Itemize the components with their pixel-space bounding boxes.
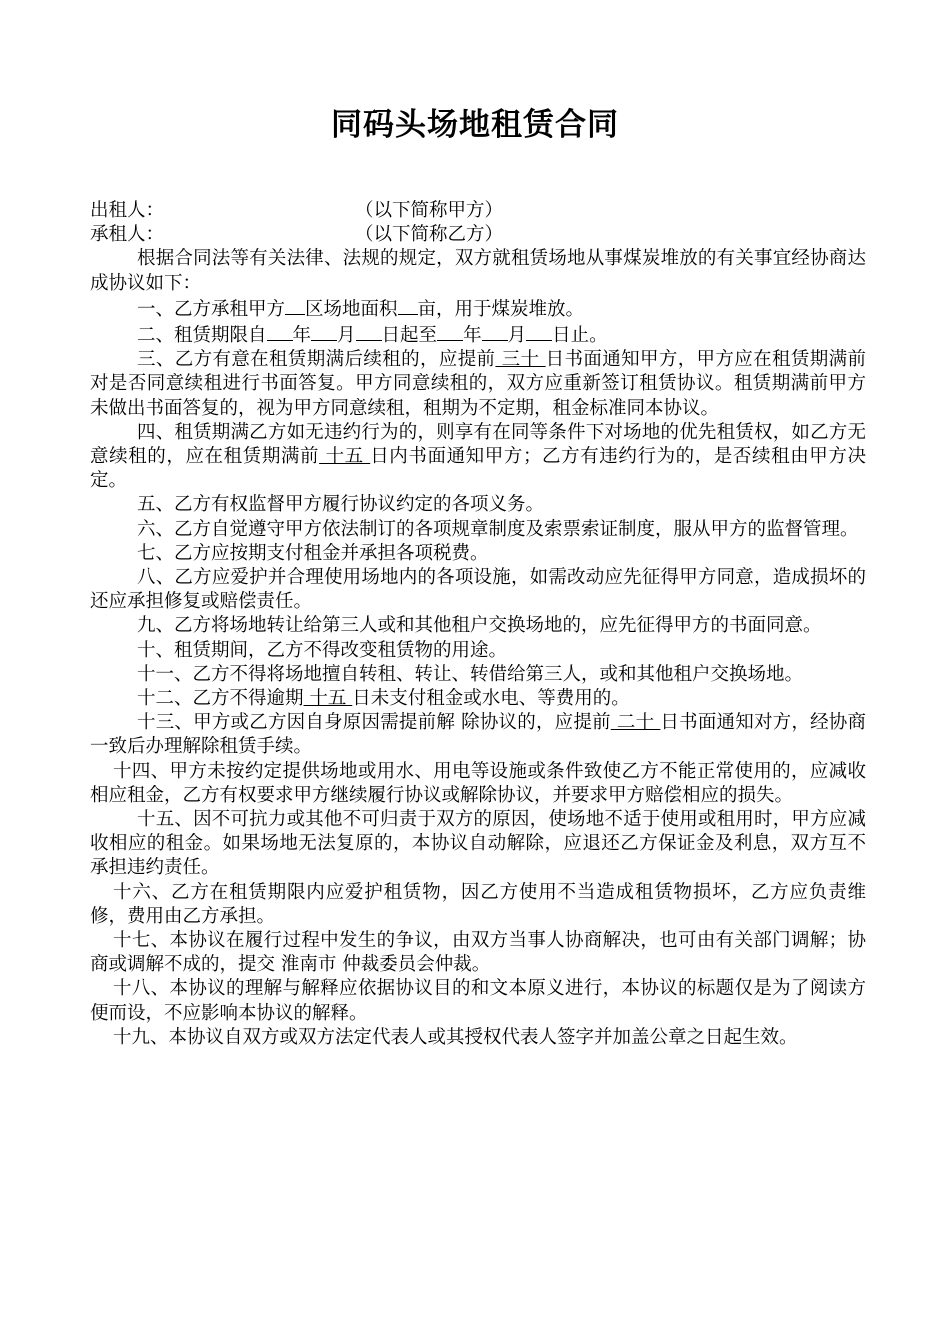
end-day-blank (526, 322, 552, 341)
intro-paragraph: 根据合同法等有关法律、法规的规定，双方就租赁场地从事煤炭堆放的有关事宜经协商达成协议如下： (90, 248, 866, 294)
clause-14: 十四、甲方未按约定提供场地或用水、用电等设施或条件致使乙方不能正常使用的，应减收相应租金，乙方有权要求甲方继续履行协议或解除协议，并要求甲方赔偿相应的损失。 (90, 760, 866, 806)
clause-8: 八、乙方应爱护并合理使用场地内的各项设施，如需改动应先征得甲方同意，造成损坏的还应承担修复或赔偿责任。 (90, 567, 866, 613)
clause-3: 三、乙方有意在租赁期满后续租的，应提前 三十 日书面通知甲方，甲方应在租赁期满前对是否同意续租进行书面答复。甲方同意续租的，双方应重新签订租赁协议。租赁期满前甲方未做出书面答复的，视为甲方同意续租，租期为不定期，租金标准同本协议。 (90, 349, 866, 419)
termination-notice-days: 二十 (610, 712, 661, 734)
end-year-blank (437, 322, 463, 341)
clause-16: 十六、乙方在租赁期限内应爱护租赁物，因乙方使用不当造成租赁物损坏，乙方应负责维修，费用由乙方承担。 (90, 881, 866, 927)
clause-18: 十八、本协议的理解与解释应依据协议目的和文本原义进行，本协议的标题仅是为了阅读方便而设，不应影响本协议的解释。 (90, 978, 866, 1024)
notice-days-renewal: 三十 (495, 349, 546, 371)
lessor-note: （以下简称甲方） (355, 200, 504, 221)
clause-9: 九、乙方将场地转让给第三人或和其他租户交换场地的，应先征得甲方的书面同意。 (137, 615, 822, 637)
clause-1: 一、乙方承租甲方 区场地面积 亩，用于煤炭堆放。 (90, 296, 866, 322)
clause-6: 六、乙方自觉遵守甲方依法制订的各项规章制度及索票索证制度，服从甲方的监督管理。 (137, 518, 859, 540)
start-year-blank (267, 322, 293, 341)
lessee-line (90, 223, 866, 247)
contract-body (90, 199, 866, 1050)
lessor-label: 出租人： (90, 200, 165, 221)
start-month-blank (311, 322, 337, 341)
clause-13: 十三、甲方或乙方因自身原因需提前解 除协议的，应提前 二十 日书面通知对方，经协商一致后办理解除租赁手续。 (90, 712, 866, 758)
lessee-note: （以下简称乙方） (355, 224, 504, 246)
clause-15: 十五、因不可抗力或其他不可归责于双方的原因，使场地不适于使用或租用时，甲方应减收相应的租金。如果场地无法复原的，本协议自动解除，应退还乙方保证金及利息，双方互不承担违约责任。 (90, 809, 866, 879)
clause-10: 十、租赁期间，乙方不得改变租赁物的用途。 (137, 639, 508, 661)
start-day-blank (356, 322, 382, 341)
clause-7: 七、乙方应按期支付租金并承担各项税费。 (137, 542, 489, 564)
lessor-line (90, 199, 866, 223)
area-blank (285, 296, 305, 315)
clause-5: 五、乙方有权监督甲方履行协议约定的各项义务。 (137, 494, 545, 516)
clause-2: 二、租赁期限自 年 月 日起至 年 月 日止。 (90, 322, 866, 348)
notice-days-nonrenewal: 十五 (319, 446, 371, 467)
clause-11: 十一、乙方不得将场地擅自转租、转让、转借给第三人，或和其他租户交换场地。 (137, 663, 804, 685)
page-title: 同码头场地租赁合同 (331, 107, 619, 143)
acre-blank (398, 296, 418, 315)
lessee-label: 承租人： (90, 224, 165, 246)
clause-12: 十二、乙方不得逾期 十五 日未支付租金或水电、等费用的。 (137, 688, 630, 710)
clause-4: 四、租赁期满乙方如无违约行为的，则享有在同等条件下对场地的优先租赁权，如乙方无意续租的，应在租赁期满前 十五 日内书面通知甲方；乙方有违约行为的，是否续租由甲方决定。 (90, 421, 866, 492)
end-month-blank (482, 322, 508, 341)
clause-19: 十九、本协议自双方或双方法定代表人或其授权代表人签字并加盖公章之日起生效。 (113, 1026, 798, 1048)
overdue-days: 十五 (303, 688, 353, 710)
clause-17: 十七、本协议在履行过程中发生的争议，由双方当事人协商解决，也可由有关部门调解；协商或调解不成的，提交 淮南市 仲裁委员会仲裁。 (90, 930, 866, 976)
